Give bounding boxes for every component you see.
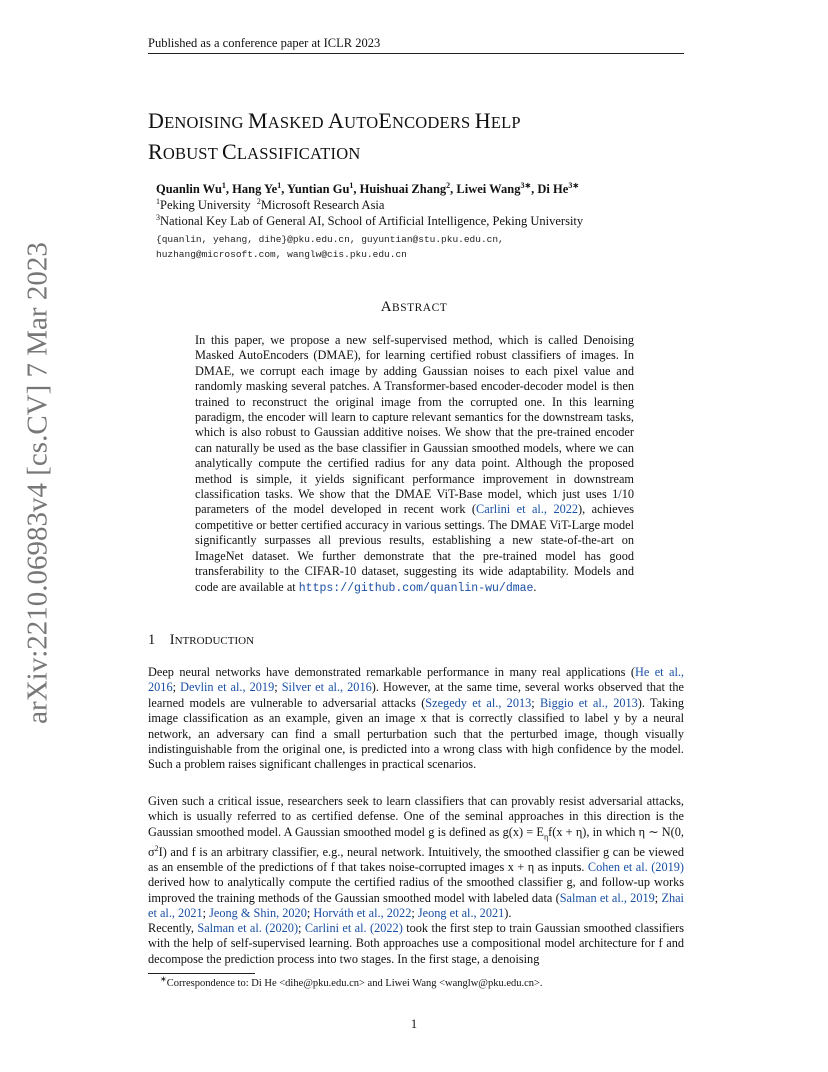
- intro-paragraph-2: Given such a critical issue, researchers seek to learn classifiers that can provably resist adversarial attacks, which is usually referred to as certified defense. One of the seminal approaches in this direction is the Gaussian smoothed model. A Gaussian smoothed model g is defined as $g(x) = E_\eta f(x + \eta)$, in which η ∼ N(0, $\sigma^2I$) and f is an arbitrary classifier, e.g., neural network. Intuitively, the smoothed classifier g can be viewed as an ensemble of the predictions of f that takes noise-corrupted images x + η as inputs. Cohen et al. (2019) derived how to analytically compute the certified radius of the smoothed classifier g, and follow-up works improved the training methods of the Gaussian smoothed model with labeled data (Salman et al., 2019; Zhai et al., 2021; Jeong & Shin, 2020; Horváth et al., 2022; Jeong et al., 2021).: [148, 794, 685, 921]
- citation-link[interactable]: Silver et al., 2016: [281, 680, 372, 695]
- arxiv-sidebar: [0, 0, 60, 1072]
- abstract-text: In this paper, we propose a new self-supervised method, which is called Denoising Masked AutoEncoders (DMAE), for learning certified robust classifiers of images. In DMAE, we corrupt each image by adding Gaussian noises to each pixel value and randomly masking several patches. A Transformer-based encoder-decoder model is then trained to reconstruct the original image from the corrupted one. In this learning paradigm, the encoder will learn to capture relevant semantics for the downstream tasks, which is also robust to Gaussian additive noises. We show that the pre-trained encoder can naturally be used as the base classifier in Gaussian smoothed models, where we can analytically compute the certified radius for any data point. Although the proposed method is simple, it yields significant performance improvement in downstream classification tasks. We show that the DMAE ViT-Base model, which just uses 1/10 parameters of the model developed in recent work (Carlini et al., 2022), achieves competitive or better certified accuracy in various settings. The DMAE ViT-Large model significantly surpasses all previous results, establishing a new state-of-the-art on ImageNet dataset. We further demonstrate that the pre-trained model has good transferability to the CIFAR-10 dataset, suggesting its wide adaptability. Models and code are available at https://github.com/quanlin-wu/dmae.: [195, 333, 634, 595]
- author-name: Liwei Wang: [456, 182, 521, 196]
- author-list: Quanlin Wu$^1$, Hang Ye$^1$, Yuntian Gu$^1$, Huishuai Zhang$^2$, Liwei Wang$^{3∗}$, Di $He^{3∗}$: [156, 180, 580, 196]
- citation-link[interactable]: Salman et al. (2020): [197, 921, 299, 935]
- citation-link[interactable]: Szegedy et al., 2013: [425, 695, 532, 710]
- citation-link[interactable]: Jeong & Shin, 2020: [209, 906, 307, 921]
- citation-link[interactable]: Carlini et al., 2022: [476, 502, 579, 517]
- code-url-link[interactable]: https://github.com/quanlin-wu/dmae: [298, 581, 534, 595]
- author-name: Quanlin Wu: [156, 182, 222, 196]
- footnote: ∗Correspondence to: Di He <dihe@pku.edu.cn> and Liwei Wang <wanglw@pku.edu.cn>.: [160, 974, 543, 989]
- header-rule: [148, 53, 684, 54]
- abstract-heading: ABSTRACT: [380, 299, 448, 315]
- citation-link[interactable]: Carlini et al. (2022): [304, 921, 403, 935]
- running-header: Published as a conference paper at ICLR 2023: [148, 36, 381, 50]
- arxiv-identifier: arXiv:2210.06983v4 [cs.CV] 7 Mar 2023: [21, 242, 54, 724]
- citation-link[interactable]: Jeong et al., 2021: [417, 906, 505, 921]
- page-number: 1: [410, 1017, 418, 1031]
- author-name: Hang Ye: [232, 182, 278, 196]
- title-line-1: DENOISING MASKED AUTOENCODERS HELP: [148, 108, 521, 133]
- section-heading: 1 INTRODUCTION: [148, 632, 255, 648]
- citation-link[interactable]: Cohen et al. (2019): [587, 860, 684, 875]
- citation-link[interactable]: Horváth et al., 2022: [313, 906, 412, 921]
- title-line-2: ROBUST CLASSIFICATION: [148, 139, 361, 164]
- affiliation-line-2: $^3$National Key Lab of General AI, School of Artificial Intelligence, Peking University: [156, 212, 584, 228]
- author-name: Di He: [537, 182, 569, 196]
- intro-paragraph-1: Deep neural networks have demonstrated remarkable performance in many real applications (He et al., 2016; Devlin et al., 2019; Silver et al., 2016). However, at the same time, several works observed that the learned models are vulnerable to adversarial attacks (Szegedy et al., 2013; Biggio et al., 2013). Taking image classification as an example, given an image x that is correctly classified to label y by a neural network, an adversary can find a small perturbation such that the perturbed image, though visually indistinguishable from the original one, is predicted into a wrong class with high confidence by the model. Such a problem raises significant challenges in practical scenarios.: [148, 665, 685, 772]
- intro-paragraph-3: Recently, Salman et al. (2020); Carlini et al. (2022) took the first step to train Gaussian smoothed classifiers with the help of self-supervised learning. Both approaches use a compositional model architecture for f and decompose the prediction process into two stages. In the first stage, a denoising: [148, 921, 684, 966]
- citation-link[interactable]: Zhai et al., 2021: [148, 890, 684, 921]
- citation-link[interactable]: Devlin et al., 2019: [180, 680, 275, 695]
- citation-link[interactable]: He et al., 2016: [148, 665, 685, 695]
- author-name: Yuntian Gu: [286, 182, 350, 196]
- citation-link[interactable]: Biggio et al., 2013: [539, 695, 638, 710]
- paper-title: [148, 106, 521, 168]
- email-line-1: {quanlin, yehang, dihe}@pku.edu.cn, guyuntian@stu.pku.edu.cn,: [156, 234, 504, 245]
- author-name: Huishuai Zhang: [359, 182, 447, 196]
- citation-link[interactable]: Salman et al., 2019: [559, 890, 655, 905]
- affiliation-line-1: $^1$Peking University $^2$Microsoft Research Asia: [156, 196, 385, 212]
- email-line-2: huzhang@microsoft.com, wanglw@cis.pku.edu.cn: [156, 249, 407, 260]
